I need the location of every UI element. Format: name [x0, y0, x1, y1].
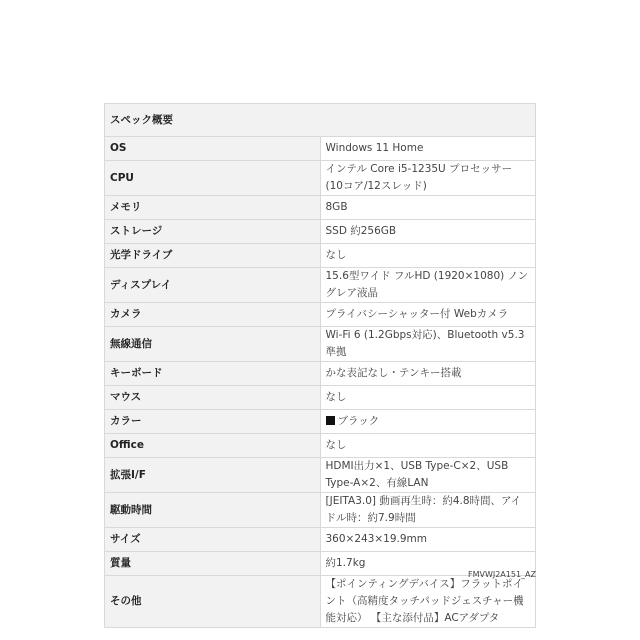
spec-value: [JEITA3.0] 動画再生時：約4.8時間、アイドル時：約7.9時間 — [320, 493, 536, 528]
spec-label: ストレージ — [105, 220, 321, 244]
color-swatch-icon — [326, 416, 335, 425]
spec-label: 拡張I/F — [105, 458, 321, 493]
spec-value: インテル Core i5-1235U プロセッサー (10コア/12スレッド) — [320, 161, 536, 196]
spec-label: キーボード — [105, 362, 321, 386]
spec-value: なし — [320, 244, 536, 268]
spec-label: 無線通信 — [105, 327, 321, 362]
spec-row-optical-drive — [105, 244, 536, 268]
spec-value: なし — [320, 434, 536, 458]
spec-value: Wi-Fi 6 (1.2Gbps対応)、Bluetooth v5.3準拠 — [320, 327, 536, 362]
spec-label: 駆動時間 — [105, 493, 321, 528]
spec-label: サイズ — [105, 528, 321, 552]
spec-row-other — [105, 576, 536, 628]
spec-value: なし — [320, 386, 536, 410]
spec-value: 【ポインティングデバイス】フラットポイント（高精度タッチパッドジェスチャー機能対応） 【主な添付品】ACアダプタ — [320, 576, 536, 628]
spec-row-interfaces — [105, 458, 536, 493]
spec-row-display — [105, 268, 536, 303]
spec-title: スペック概要 — [105, 104, 536, 137]
spec-row-storage — [105, 220, 536, 244]
spec-label: Office — [105, 434, 321, 458]
spec-table — [104, 103, 536, 628]
spec-row-os — [105, 137, 536, 161]
color-name: ブラック — [337, 415, 380, 427]
spec-label: CPU — [105, 161, 321, 196]
spec-value: プライバシーシャッター付 Webカメラ — [320, 303, 536, 327]
spec-row-keyboard — [105, 362, 536, 386]
spec-label: ディスプレイ — [105, 268, 321, 303]
model-code: FMVWJ2A151_AZ — [467, 570, 536, 579]
spec-value: SSD 約256GB — [320, 220, 536, 244]
spec-value: 8GB — [320, 196, 536, 220]
spec-header-row — [105, 104, 536, 137]
spec-row-battery — [105, 493, 536, 528]
spec-row-color — [105, 410, 536, 434]
spec-row-cpu — [105, 161, 536, 196]
spec-label: 光学ドライブ — [105, 244, 321, 268]
spec-label: メモリ — [105, 196, 321, 220]
spec-label: カメラ — [105, 303, 321, 327]
spec-row-size — [105, 528, 536, 552]
spec-value-color — [320, 410, 536, 434]
spec-value: 360×243×19.9mm — [320, 528, 536, 552]
spec-value: HDMI出力×1、USB Type-C×2、USB Type-A×2、有線LAN — [320, 458, 536, 493]
spec-value: 15.6型ワイド フルHD (1920×1080) ノングレア液晶 — [320, 268, 536, 303]
spec-label: カラー — [105, 410, 321, 434]
spec-label: その他 — [105, 576, 321, 628]
spec-row-memory — [105, 196, 536, 220]
spec-label: マウス — [105, 386, 321, 410]
spec-row-mouse — [105, 386, 536, 410]
spec-value: かな表記なし・テンキー搭載 — [320, 362, 536, 386]
spec-row-camera — [105, 303, 536, 327]
spec-label: OS — [105, 137, 321, 161]
spec-label: 質量 — [105, 552, 321, 576]
spec-row-office — [105, 434, 536, 458]
spec-row-wireless — [105, 327, 536, 362]
spec-value: Windows 11 Home — [320, 137, 536, 161]
spec-value: 約1.7kg — [320, 552, 536, 576]
